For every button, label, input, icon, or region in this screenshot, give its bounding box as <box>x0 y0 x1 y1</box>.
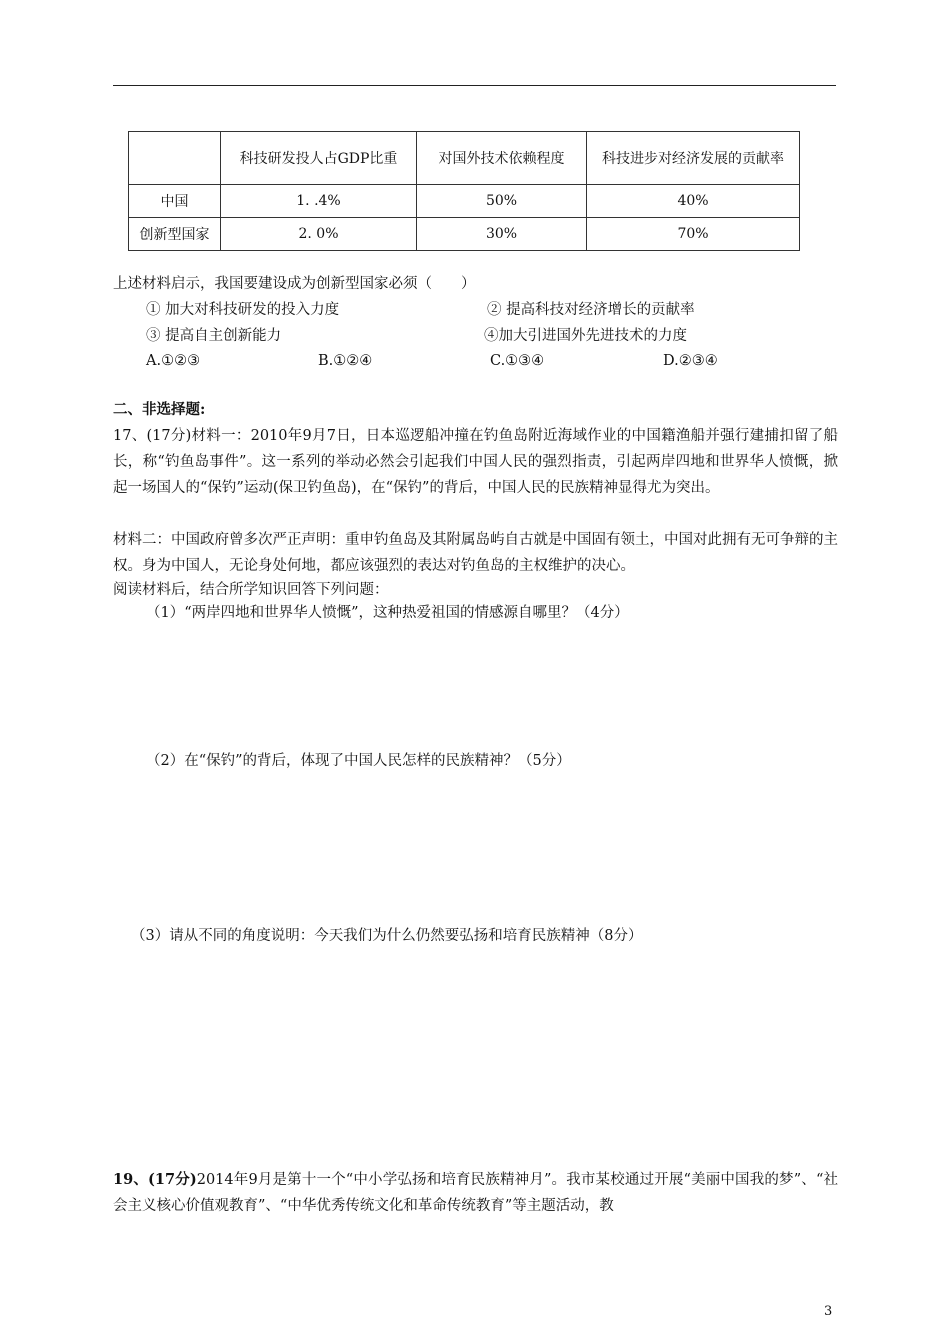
table-header-row <box>129 132 800 185</box>
question-stem: 上述材料启示，我国要建设成为创新型国家必须（ ） <box>113 276 476 292</box>
material-two: 材料二：中国政府曾多次严正声明：重申钓鱼岛及其附属岛屿自古就是中国固有领土，中国对此拥有无可争辩的主权。身为中国人，无论身处何地，都应该强烈的表达对钓鱼岛的主权维护的决心。 <box>113 532 838 574</box>
table-row <box>129 185 800 218</box>
table-header-cell: 科技进步对经济发展的贡献率 <box>587 132 800 185</box>
option-d: D.②③④ <box>663 353 718 369</box>
table-cell: 30% <box>417 218 587 251</box>
table-cell: 1. .4% <box>221 185 417 218</box>
question-19-text: 2014年9月是第十一个“中小学弘扬和培育民族精神月”。我市某校通过开展“美丽中国我的梦”、“社会主义核心价值观教育”、“中华优秀传统文化和革命传统教育”等主题活动，教 <box>113 1172 839 1214</box>
table-cell: 50% <box>417 185 587 218</box>
table-row <box>129 218 800 251</box>
question-19-number: 19、(17分) <box>113 1171 197 1188</box>
reading-prompt: 阅读材料后，结合所学知识回答下列问题： <box>113 582 389 598</box>
option-b: B.①②④ <box>318 353 373 369</box>
statement-item: ① 加大对科技研发的投入力度 <box>146 302 340 318</box>
table-header-cell <box>129 132 221 185</box>
table-cell: 70% <box>587 218 800 251</box>
sub-question-3: （3）请从不同的角度说明：今天我们为什么仍然要弘扬和培育民族精神（8分） <box>131 928 643 944</box>
table-cell: 2. 0% <box>221 218 417 251</box>
table-cell: 创新型国家 <box>129 218 221 251</box>
table-header-cell: 对国外技术依赖程度 <box>417 132 587 185</box>
header-rule <box>113 85 836 86</box>
option-c: C.①③④ <box>490 353 545 369</box>
question-19 <box>113 1167 838 1219</box>
material-one: 17、(17分)材料一：2010年9月7日，日本巡逻船冲撞在钓鱼岛附近海域作业的中国籍渔船并强行建捕扣留了船长，称“钓鱼岛事件”。这一系列的举动必然会引起我们中国人民的强烈指责，引起两岸四地和世界华人愤慨，掀起一场国人的“保钓”运动(保卫钓鱼岛)，在“保钓”的背后，中国人民的民族精神显得尤为突出。 <box>113 428 838 496</box>
statement-item: ④加大引进国外先进技术的力度 <box>484 328 687 344</box>
table-cell: 40% <box>587 185 800 218</box>
statement-item: ③ 提高自主创新能力 <box>146 328 282 344</box>
section-title: 二、非选择题: <box>113 401 206 418</box>
table-header-cell: 科技研发投人占GDP比重 <box>221 132 417 185</box>
page-number: 3 <box>824 1304 833 1319</box>
sub-question-1: （1）“两岸四地和世界华人愤慨”，这种热爱祖国的情感源自哪里？（4分） <box>146 605 629 621</box>
table-cell: 中国 <box>129 185 221 218</box>
data-table <box>128 131 800 251</box>
sub-question-2: （2）在“保钓”的背后，体现了中国人民怎样的民族精神？（5分） <box>146 753 571 769</box>
statement-item: ② 提高科技对经济增长的贡献率 <box>487 302 695 318</box>
option-a: A.①②③ <box>146 353 201 369</box>
